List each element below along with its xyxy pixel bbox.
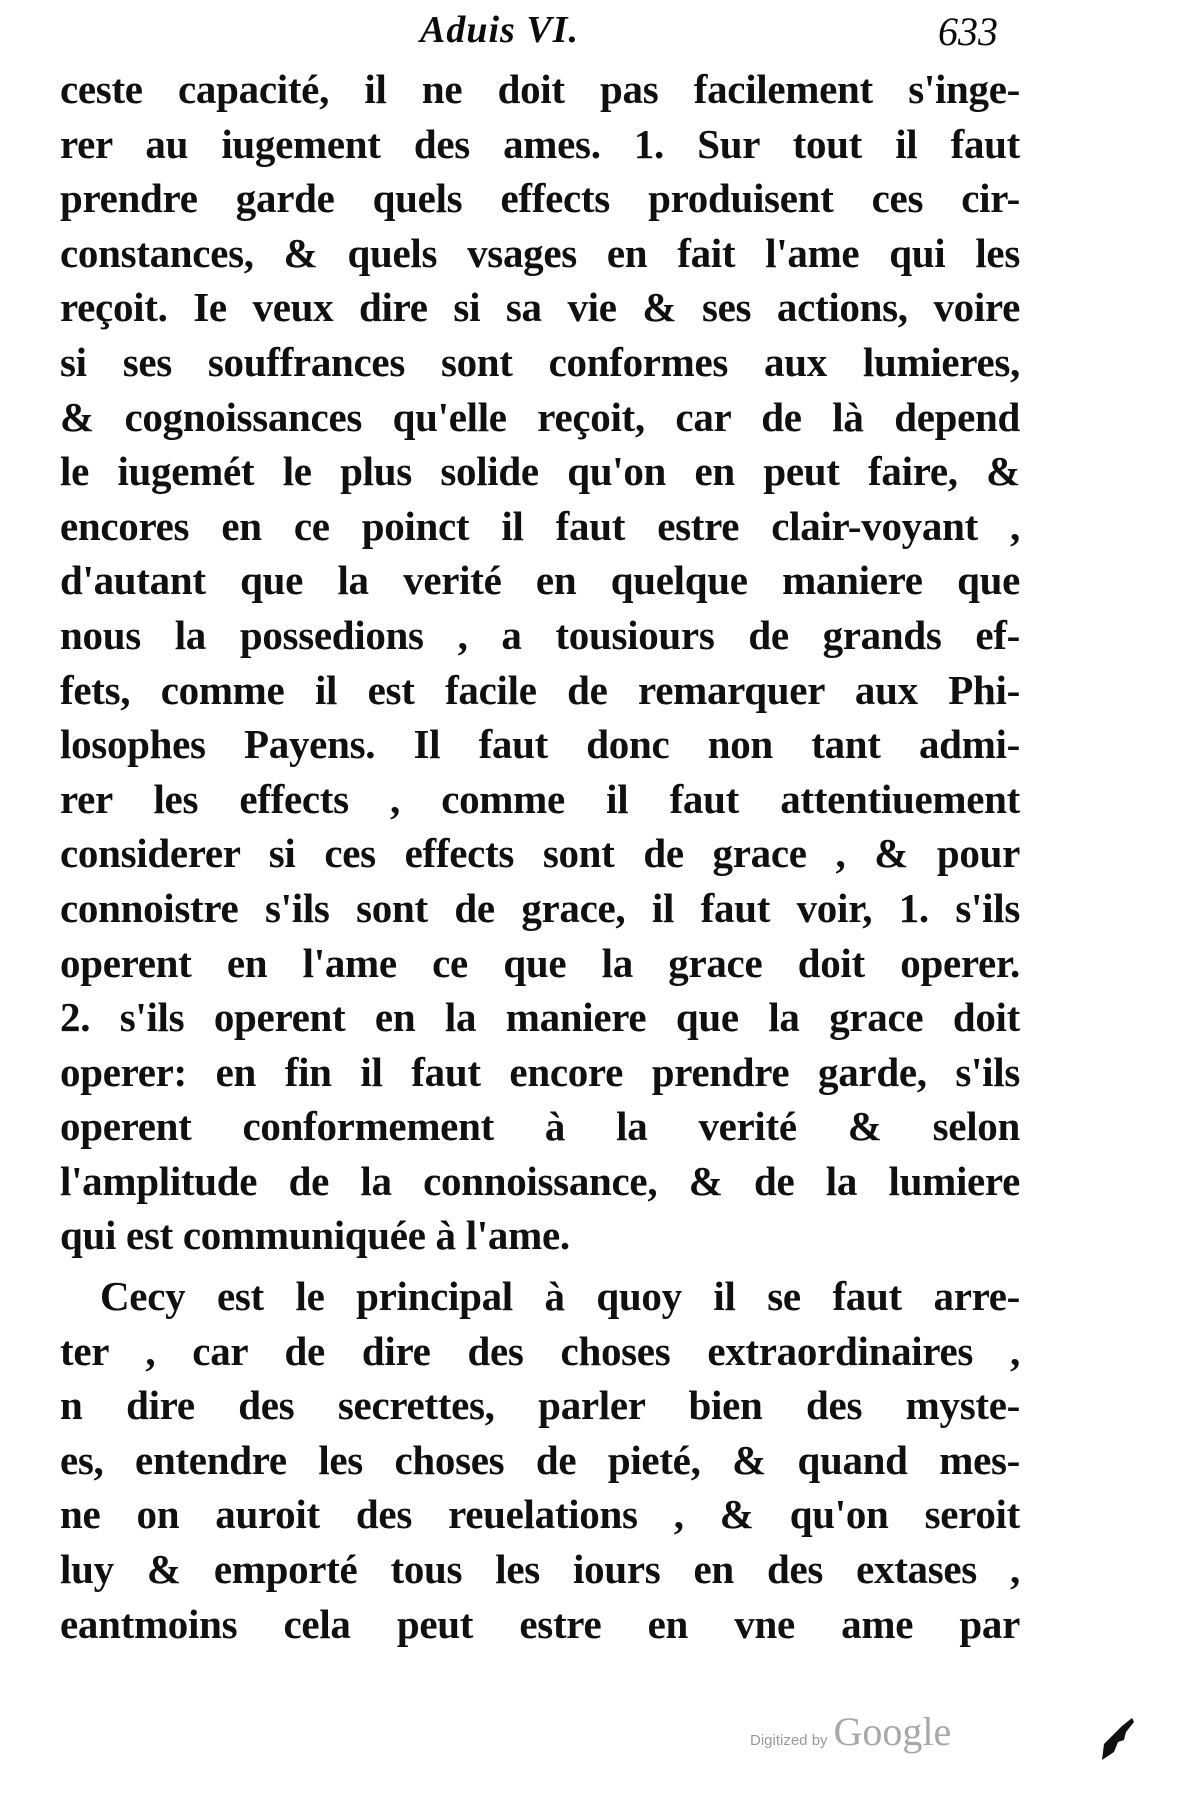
corner-ink-mark-icon: [1098, 1716, 1138, 1762]
text-line: reçoit. Ie veux dire si sa vie & ses actions, voire: [60, 284, 1020, 331]
text-line: eantmoins cela peut estre en vne ame par: [60, 1600, 1020, 1647]
text-line: qui est communiquée à l'ame.: [60, 1212, 570, 1259]
text-line: nous la possedions , a tousiours de grands ef-: [60, 611, 1020, 658]
text-line: d'autant que la verité en quelque maniere que: [60, 557, 1020, 604]
text-line: ceste capacité, il ne doit pas facilement s'inge-: [60, 66, 1020, 112]
paragraph-2: [60, 1269, 1020, 1651]
text-line: rer les effects , comme il faut attentiuement: [60, 775, 1020, 822]
watermark-prefix: Digitized by: [750, 1732, 828, 1749]
google-logo: Google: [833, 1709, 952, 1754]
text-line: ne on auroit des reuelations , & qu'on seroit: [60, 1491, 1020, 1538]
body-text: [60, 62, 1020, 1651]
text-line: Cecy est le principal à quoy il se faut arre-: [100, 1273, 1020, 1320]
text-line: prendre garde quels effects produisent ces cir-: [60, 175, 1020, 222]
digitized-watermark: [750, 1708, 951, 1755]
text-line: si ses souffrances sont conformes aux lumieres,: [60, 338, 1020, 385]
text-line: fets, comme il est facile de remarquer aux Phi-: [60, 666, 1020, 713]
running-head: Aduis VI.: [420, 9, 579, 51]
text-line: es, entendre les choses de pieté, & quand mes-: [60, 1436, 1020, 1483]
page-number: 633: [938, 9, 998, 54]
page-header: [0, 8, 1203, 58]
text-line: luy & emporté tous les iours en des extases ,: [60, 1546, 1020, 1593]
paragraph-1: [60, 62, 1020, 1263]
text-line: operer: en fin il faut encore prendre garde, s'ils: [60, 1048, 1020, 1095]
text-line: & cognoissances qu'elle reçoit, car de là depend: [60, 393, 1020, 440]
text-line: le iugemét le plus solide qu'on en peut faire, &: [60, 448, 1020, 495]
text-line: l'amplitude de la connoissance, & de la lumiere: [60, 1157, 1020, 1204]
text-line: ter , car de dire des choses extraordinaires ,: [60, 1327, 1020, 1374]
text-line: n dire des secrettes, parler bien des myste-: [60, 1382, 1020, 1429]
text-line: operent conformement à la verité & selon: [60, 1103, 1020, 1150]
text-line: constances, & quels vsages en fait l'ame qui les: [60, 229, 1020, 276]
text-line: losophes Payens. Il faut donc non tant admi-: [60, 721, 1020, 768]
text-line: rer au iugement des ames. 1. Sur tout il faut: [60, 120, 1020, 167]
text-line: operent en l'ame ce que la grace doit operer.: [60, 939, 1020, 986]
text-line: encores en ce poinct il faut estre clair-voyant ,: [60, 502, 1020, 549]
text-line: 2. s'ils operent en la maniere que la grace doit: [60, 994, 1020, 1041]
text-line: connoistre s'ils sont de grace, il faut voir, 1. s'ils: [60, 884, 1020, 931]
text-line: considerer si ces effects sont de grace , & pour: [60, 830, 1020, 877]
